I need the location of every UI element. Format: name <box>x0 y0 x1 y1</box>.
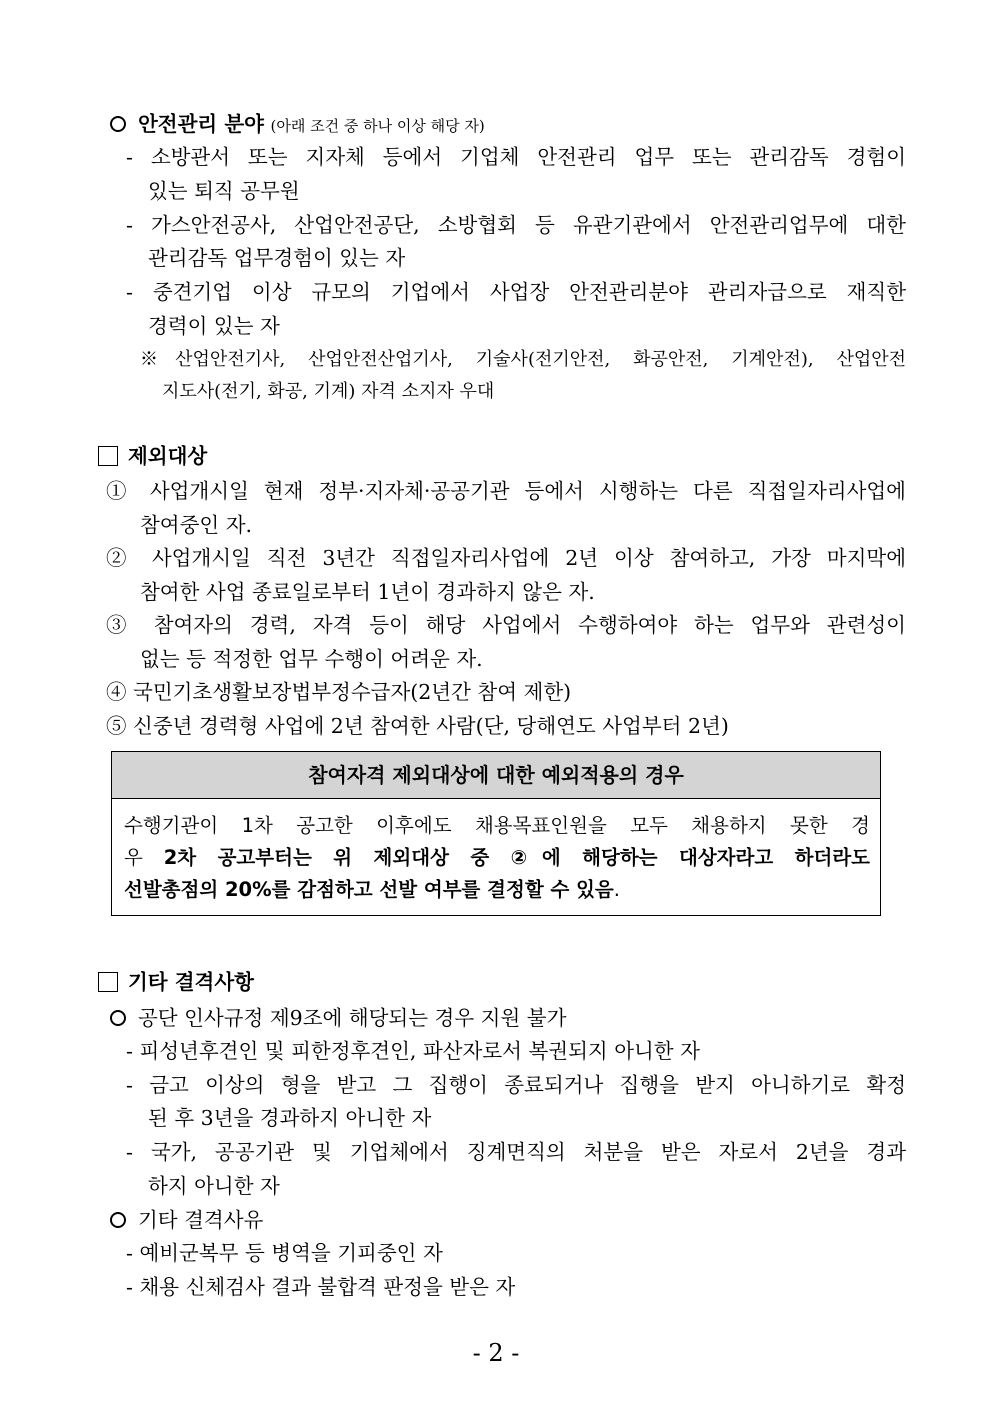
exclusion-item-2-line-1: ② 사업개시일 직전 3년간 직접일자리사업에 2년 이상 참여하고, 가장 마지막에 <box>106 546 906 570</box>
exclusion-item-3-line-1: ③ 참여자의 경력, 자격 등이 해당 사업에서 수행하여야 하는 업무와 관련성이 <box>106 613 906 637</box>
exception-box <box>111 751 881 916</box>
safety-item-1-line-1: - 소방관서 또는 지자체 등에서 기업체 안전관리 업무 또는 관리감독 경험이 <box>126 145 906 169</box>
page-number: - 2 - <box>472 1339 520 1367</box>
exclusion-item-4: ④ 국민기초생활보장법부정수급자(2년간 참여 제한) <box>106 680 572 704</box>
circle-bullet-icon <box>110 116 126 132</box>
circle-bullet-icon <box>110 1010 126 1026</box>
other-sub-2-item-1: - 예비군복무 등 병역을 기피중인 자 <box>126 1241 443 1265</box>
exception-line-1: 수행기관이 1차 공고한 이후에도 채용목표인원을 모두 채용하지 못한 경 <box>124 814 870 837</box>
other-heading: 기타 결격사항 <box>98 967 254 997</box>
safety-heading: 안전관리 분야 (아래 조건 중 하나 이상 해당 자) <box>110 109 485 141</box>
other-sub-1-item-3-line-2: 하지 아니한 자 <box>148 1174 280 1198</box>
safety-item-2-line-2: 관리감독 업무경험이 있는 자 <box>148 246 406 270</box>
exception-line-3-bold: 선발총점의 20%를 감점하고 선발 여부를 결정할 수 있음 <box>124 878 614 901</box>
other-sub-1-item-2-line-2: 된 후 3년을 경과하지 아니한 자 <box>148 1106 432 1130</box>
exclusion-item-1-line-2: 참여중인 자. <box>140 513 253 537</box>
other-sub-1-item-3-line-1: - 국가, 공공기관 및 기업체에서 징계면직의 처분을 받은 자로서 2년을 경과 <box>126 1140 906 1164</box>
safety-item-2-line-1: - 가스안전공사, 산업안전공단, 소방협회 등 유관기관에서 안전관리업무에 대한 <box>126 213 906 237</box>
safety-heading-note: (아래 조건 중 하나 이상 해당 자) <box>270 117 485 135</box>
safety-note-line-1: ※산업안전기사, 산업안전산업기사, 기술사(전기안전, 화공안전, 기계안전), 산업안전 <box>140 349 906 370</box>
other-sub-2: 기타 결격사유 <box>110 1205 263 1235</box>
other-sub-1: 공단 인사규정 제9조에 해당되는 경우 지원 불가 <box>110 1003 566 1033</box>
exclusion-item-2-line-2: 참여한 사업 종료일로부터 1년이 경과하지 않은 자. <box>140 580 595 604</box>
other-sub-2-item-2: - 채용 신체검사 결과 불합격 판정을 받은 자 <box>126 1275 516 1299</box>
safety-item-1-line-2: 있는 퇴직 공무원 <box>148 179 300 203</box>
other-sub-1-item-2-line-1: - 금고 이상의 형을 받고 그 집행이 종료되거나 집행을 받지 아니하기로 확정 <box>126 1073 906 1097</box>
square-bullet-icon <box>98 446 118 466</box>
exception-line-3: 선발총점의 20%를 감점하고 선발 여부를 결정할 수 있음. <box>124 878 620 901</box>
exception-line-2-bold: 2차 공고부터는 위 제외대상 중 ②에 해당하는 대상자라고 하더라도 <box>163 846 870 869</box>
exclusion-item-5: ⑤ 신중년 경력형 사업에 2년 참여한 사람(단, 당해연도 사업부터 2년) <box>106 714 729 738</box>
safety-item-3-line-1: - 중견기업 이상 규모의 기업에서 사업장 안전관리분야 관리자급으로 재직한 <box>126 280 906 304</box>
circle-bullet-icon <box>110 1212 126 1228</box>
safety-item-3-line-2: 경력이 있는 자 <box>148 314 280 338</box>
square-bullet-icon <box>98 972 118 992</box>
exception-line-2: 우 2차 공고부터는 위 제외대상 중 ②에 해당하는 대상자라고 하더라도 <box>124 846 870 869</box>
safety-note-line-2: 지도사(전기, 화공, 기계) 자격 소지자 우대 <box>162 381 495 402</box>
exclusion-item-1-line-1: ① 사업개시일 현재 정부·지자체·공공기관 등에서 시행하는 다른 직접일자리사업에 <box>106 479 906 503</box>
exception-box-title: 참여자격 제외대상에 대한 예외적용의 경우 <box>112 752 880 799</box>
exclusion-item-3-line-2: 없는 등 적정한 업무 수행이 어려운 자. <box>140 647 483 671</box>
other-sub-1-item-1: - 피성년후견인 및 피한정후견인, 파산자로서 복권되지 아니한 자 <box>126 1039 700 1063</box>
exclusion-heading: 제외대상 <box>98 441 207 471</box>
